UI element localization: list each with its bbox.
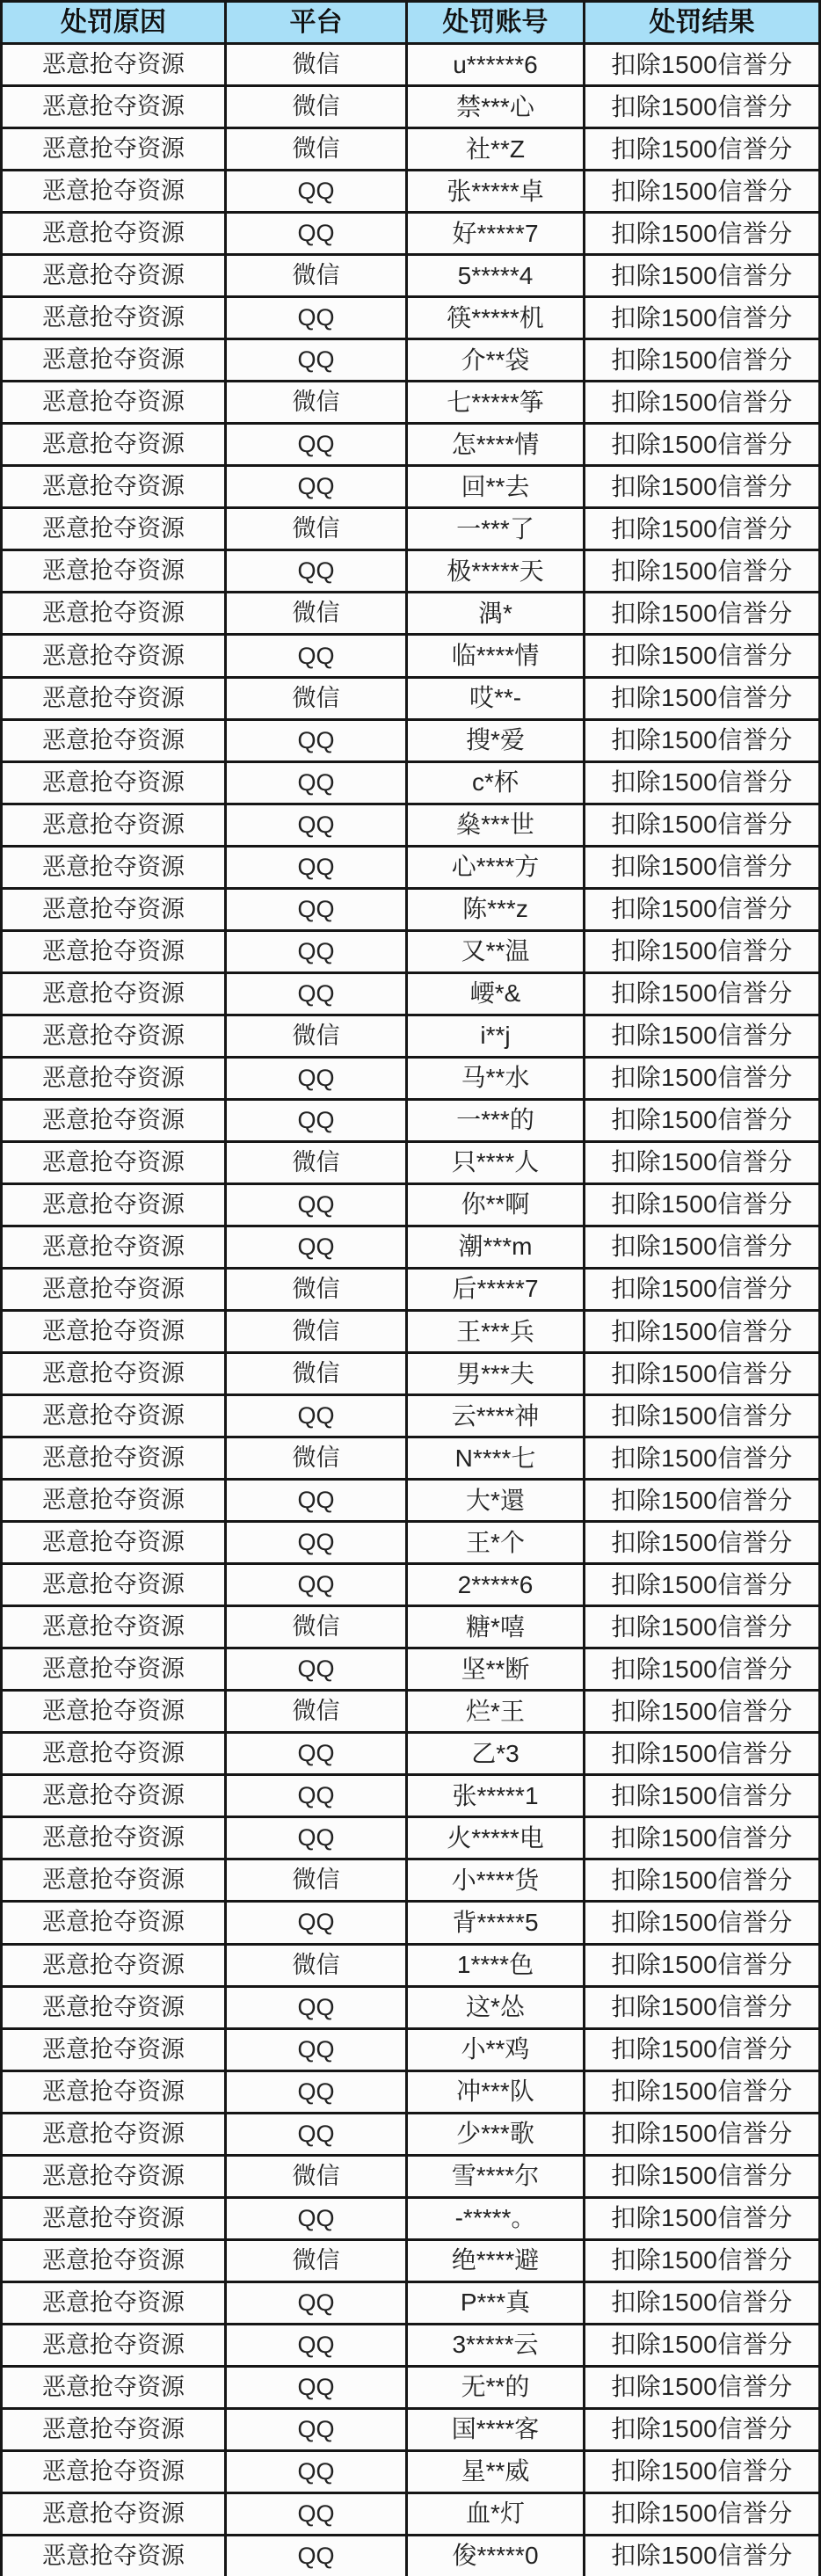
platform-cell: 微信	[227, 1312, 405, 1351]
reason-cell: 恶意抢夺资源	[3, 1354, 224, 1394]
reason-cell: 恶意抢夺资源	[3, 1059, 224, 1098]
result-cell: 扣除1500信誉分	[585, 425, 818, 464]
result-cell: 扣除1500信誉分	[585, 1860, 818, 1900]
platform-cell: 微信	[227, 1438, 405, 1478]
result-cell: 扣除1500信誉分	[585, 1946, 818, 1985]
platform-cell: 微信	[227, 509, 405, 549]
reason-cell: 恶意抢夺资源	[3, 1396, 224, 1436]
result-cell: 扣除1500信誉分	[585, 1776, 818, 1816]
account-cell: 男***夫	[408, 1354, 583, 1394]
result-cell: 扣除1500信誉分	[585, 171, 818, 211]
result-cell: 扣除1500信誉分	[585, 1523, 818, 1562]
platform-cell: QQ	[227, 1059, 405, 1098]
account-cell: 七*****筝	[408, 382, 583, 422]
account-cell: 血*灯	[408, 2494, 583, 2534]
platform-cell: 微信	[227, 382, 405, 422]
result-cell: 扣除1500信誉分	[585, 890, 818, 929]
account-cell: 只****人	[408, 1143, 583, 1182]
account-cell: 湡*	[408, 593, 583, 633]
account-cell: P***真	[408, 2283, 583, 2323]
result-cell: 扣除1500信誉分	[585, 2072, 818, 2112]
result-cell: 扣除1500信誉分	[585, 636, 818, 675]
result-cell: 扣除1500信誉分	[585, 1227, 818, 1267]
platform-cell: QQ	[227, 551, 405, 591]
platform-cell: QQ	[227, 467, 405, 506]
result-cell: 扣除1500信誉分	[585, 1059, 818, 1098]
result-cell: 扣除1500信誉分	[585, 1903, 818, 1942]
reason-cell: 恶意抢夺资源	[3, 593, 224, 633]
platform-cell: QQ	[227, 2199, 405, 2238]
platform-cell: 微信	[227, 1946, 405, 1985]
result-cell: 扣除1500信誉分	[585, 2452, 818, 2492]
reason-cell: 恶意抢夺资源	[3, 2241, 224, 2281]
platform-cell: 微信	[227, 1354, 405, 1394]
account-cell: 火*****电	[408, 1818, 583, 1858]
reason-cell: 恶意抢夺资源	[3, 721, 224, 760]
result-cell: 扣除1500信誉分	[585, 467, 818, 506]
result-cell: 扣除1500信誉分	[585, 1692, 818, 1731]
header-cell-account: 处罚账号	[408, 3, 583, 42]
reason-cell: 恶意抢夺资源	[3, 2494, 224, 2534]
result-cell: 扣除1500信誉分	[585, 2494, 818, 2534]
account-cell: 张*****卓	[408, 171, 583, 211]
platform-cell: 微信	[227, 1692, 405, 1731]
result-cell: 扣除1500信誉分	[585, 593, 818, 633]
reason-cell: 恶意抢夺资源	[3, 551, 224, 591]
result-cell: 扣除1500信誉分	[585, 551, 818, 591]
result-cell: 扣除1500信誉分	[585, 45, 818, 84]
account-cell: 极*****天	[408, 551, 583, 591]
platform-cell: QQ	[227, 1988, 405, 2027]
result-cell: 扣除1500信誉分	[585, 1101, 818, 1140]
account-cell: 怎****情	[408, 425, 583, 464]
account-cell: 又**温	[408, 932, 583, 971]
result-cell: 扣除1500信誉分	[585, 1438, 818, 1478]
platform-cell: 微信	[227, 1607, 405, 1647]
result-cell: 扣除1500信誉分	[585, 214, 818, 253]
reason-cell: 恶意抢夺资源	[3, 1523, 224, 1562]
platform-cell: QQ	[227, 932, 405, 971]
account-cell: 糖*嘻	[408, 1607, 583, 1647]
reason-cell: 恶意抢夺资源	[3, 2283, 224, 2323]
reason-cell: 恶意抢夺资源	[3, 2030, 224, 2070]
reason-cell: 恶意抢夺资源	[3, 763, 224, 803]
platform-cell: QQ	[227, 2368, 405, 2407]
account-cell: c*杯	[408, 763, 583, 803]
result-cell: 扣除1500信誉分	[585, 2114, 818, 2154]
platform-cell: 微信	[227, 129, 405, 169]
reason-cell: 恶意抢夺资源	[3, 890, 224, 929]
reason-cell: 恶意抢夺资源	[3, 2199, 224, 2238]
reason-cell: 恶意抢夺资源	[3, 425, 224, 464]
account-cell: 俊*****0	[408, 2536, 583, 2576]
result-cell: 扣除1500信誉分	[585, 1016, 818, 1056]
reason-cell: 恶意抢夺资源	[3, 1270, 224, 1309]
reason-cell: 恶意抢夺资源	[3, 1227, 224, 1267]
reason-cell: 恶意抢夺资源	[3, 467, 224, 506]
account-cell: 无**的	[408, 2368, 583, 2407]
account-cell: 一***的	[408, 1101, 583, 1140]
header-cell-reason: 处罚原因	[3, 3, 224, 42]
reason-cell: 恶意抢夺资源	[3, 2157, 224, 2196]
result-cell: 扣除1500信誉分	[585, 1481, 818, 1520]
platform-cell: QQ	[227, 425, 405, 464]
account-cell: 星**威	[408, 2452, 583, 2492]
account-cell: 国****客	[408, 2410, 583, 2449]
platform-cell: 微信	[227, 1143, 405, 1182]
account-cell: 小****货	[408, 1860, 583, 1900]
platform-cell: QQ	[227, 2410, 405, 2449]
reason-cell: 恶意抢夺资源	[3, 2410, 224, 2449]
platform-cell: QQ	[227, 2030, 405, 2070]
result-cell: 扣除1500信誉分	[585, 1649, 818, 1689]
reason-cell: 恶意抢夺资源	[3, 1946, 224, 1985]
reason-cell: 恶意抢夺资源	[3, 1143, 224, 1182]
reason-cell: 恶意抢夺资源	[3, 340, 224, 380]
reason-cell: 恶意抢夺资源	[3, 1481, 224, 1520]
reason-cell: 恶意抢夺资源	[3, 87, 224, 127]
reason-cell: 恶意抢夺资源	[3, 2325, 224, 2365]
platform-cell: QQ	[227, 1185, 405, 1225]
reason-cell: 恶意抢夺资源	[3, 932, 224, 971]
reason-cell: 恶意抢夺资源	[3, 1818, 224, 1858]
result-cell: 扣除1500信誉分	[585, 1143, 818, 1182]
platform-cell: QQ	[227, 340, 405, 380]
account-cell: 陈***z	[408, 890, 583, 929]
account-cell: 禁***心	[408, 87, 583, 127]
account-cell: 马**水	[408, 1059, 583, 1098]
platform-cell: QQ	[227, 1565, 405, 1605]
result-cell: 扣除1500信誉分	[585, 1396, 818, 1436]
reason-cell: 恶意抢夺资源	[3, 1860, 224, 1900]
account-cell: 大*還	[408, 1481, 583, 1520]
platform-cell: QQ	[227, 721, 405, 760]
platform-cell: 微信	[227, 1270, 405, 1309]
platform-cell: QQ	[227, 805, 405, 845]
account-cell: 王***兵	[408, 1312, 583, 1351]
platform-cell: 微信	[227, 1016, 405, 1056]
platform-cell: QQ	[227, 2072, 405, 2112]
result-cell: 扣除1500信誉分	[585, 1988, 818, 2027]
reason-cell: 恶意抢夺资源	[3, 1734, 224, 1773]
reason-cell: 恶意抢夺资源	[3, 974, 224, 1014]
platform-cell: QQ	[227, 890, 405, 929]
reason-cell: 恶意抢夺资源	[3, 805, 224, 845]
platform-cell: QQ	[227, 214, 405, 253]
reason-cell: 恶意抢夺资源	[3, 1438, 224, 1478]
result-cell: 扣除1500信誉分	[585, 2536, 818, 2576]
account-cell: 背*****5	[408, 1903, 583, 1942]
account-cell: 3*****云	[408, 2325, 583, 2365]
account-cell: 少***歌	[408, 2114, 583, 2154]
platform-cell: QQ	[227, 636, 405, 675]
result-cell: 扣除1500信誉分	[585, 2199, 818, 2238]
platform-cell: QQ	[227, 1903, 405, 1942]
account-cell: N****七	[408, 1438, 583, 1478]
result-cell: 扣除1500信誉分	[585, 1607, 818, 1647]
reason-cell: 恶意抢夺资源	[3, 171, 224, 211]
result-cell: 扣除1500信誉分	[585, 2030, 818, 2070]
reason-cell: 恶意抢夺资源	[3, 509, 224, 549]
account-cell: 哎**-	[408, 679, 583, 718]
result-cell: 扣除1500信誉分	[585, 129, 818, 169]
result-cell: 扣除1500信誉分	[585, 1565, 818, 1605]
reason-cell: 恶意抢夺资源	[3, 1903, 224, 1942]
reason-cell: 恶意抢夺资源	[3, 1607, 224, 1647]
platform-cell: 微信	[227, 679, 405, 718]
result-cell: 扣除1500信誉分	[585, 679, 818, 718]
reason-cell: 恶意抢夺资源	[3, 679, 224, 718]
platform-cell: QQ	[227, 2283, 405, 2323]
reason-cell: 恶意抢夺资源	[3, 848, 224, 887]
platform-cell: QQ	[227, 763, 405, 803]
account-cell: 一***了	[408, 509, 583, 549]
account-cell: 筷*****机	[408, 298, 583, 338]
account-cell: 烂*王	[408, 1692, 583, 1731]
result-cell: 扣除1500信誉分	[585, 256, 818, 295]
platform-cell: QQ	[227, 1776, 405, 1816]
platform-cell: QQ	[227, 1649, 405, 1689]
platform-cell: QQ	[227, 848, 405, 887]
result-cell: 扣除1500信誉分	[585, 1354, 818, 1394]
reason-cell: 恶意抢夺资源	[3, 129, 224, 169]
platform-cell: QQ	[227, 1818, 405, 1858]
account-cell: 好*****7	[408, 214, 583, 253]
account-cell: 潮***m	[408, 1227, 583, 1267]
platform-cell: QQ	[227, 1523, 405, 1562]
reason-cell: 恶意抢夺资源	[3, 2368, 224, 2407]
account-cell: 你**啊	[408, 1185, 583, 1225]
result-cell: 扣除1500信誉分	[585, 1185, 818, 1225]
result-cell: 扣除1500信誉分	[585, 763, 818, 803]
result-cell: 扣除1500信誉分	[585, 298, 818, 338]
result-cell: 扣除1500信誉分	[585, 721, 818, 760]
account-cell: 临****情	[408, 636, 583, 675]
account-cell: -*****。	[408, 2199, 583, 2238]
result-cell: 扣除1500信誉分	[585, 2410, 818, 2449]
account-cell: 崾*&	[408, 974, 583, 1014]
reason-cell: 恶意抢夺资源	[3, 298, 224, 338]
platform-cell: 微信	[227, 2241, 405, 2281]
platform-cell: QQ	[227, 974, 405, 1014]
platform-cell: QQ	[227, 2494, 405, 2534]
result-cell: 扣除1500信誉分	[585, 382, 818, 422]
platform-cell: 微信	[227, 256, 405, 295]
result-cell: 扣除1500信誉分	[585, 1734, 818, 1773]
result-cell: 扣除1500信誉分	[585, 805, 818, 845]
account-cell: 社**Z	[408, 129, 583, 169]
header-cell-result: 处罚结果	[585, 3, 818, 42]
platform-cell: QQ	[227, 1227, 405, 1267]
account-cell: 小**鸡	[408, 2030, 583, 2070]
result-cell: 扣除1500信誉分	[585, 1270, 818, 1309]
platform-cell: QQ	[227, 2325, 405, 2365]
result-cell: 扣除1500信誉分	[585, 1818, 818, 1858]
result-cell: 扣除1500信誉分	[585, 87, 818, 127]
reason-cell: 恶意抢夺资源	[3, 382, 224, 422]
account-cell: 坚**断	[408, 1649, 583, 1689]
reason-cell: 恶意抢夺资源	[3, 214, 224, 253]
reason-cell: 恶意抢夺资源	[3, 2072, 224, 2112]
account-cell: 心****方	[408, 848, 583, 887]
reason-cell: 恶意抢夺资源	[3, 1988, 224, 2027]
reason-cell: 恶意抢夺资源	[3, 2536, 224, 2576]
reason-cell: 恶意抢夺资源	[3, 636, 224, 675]
account-cell: 搜*爱	[408, 721, 583, 760]
account-cell: 5*****4	[408, 256, 583, 295]
reason-cell: 恶意抢夺资源	[3, 1101, 224, 1140]
platform-cell: QQ	[227, 1734, 405, 1773]
account-cell: 王*个	[408, 1523, 583, 1562]
account-cell: 张*****1	[408, 1776, 583, 1816]
account-cell: 冲***队	[408, 2072, 583, 2112]
platform-cell: QQ	[227, 1396, 405, 1436]
platform-cell: QQ	[227, 2536, 405, 2576]
header-cell-platform: 平台	[227, 3, 405, 42]
reason-cell: 恶意抢夺资源	[3, 2452, 224, 2492]
account-cell: 绝****避	[408, 2241, 583, 2281]
platform-cell: 微信	[227, 593, 405, 633]
account-cell: 这*怂	[408, 1988, 583, 2027]
account-cell: u******6	[408, 45, 583, 84]
platform-cell: 微信	[227, 1860, 405, 1900]
result-cell: 扣除1500信誉分	[585, 974, 818, 1014]
platform-cell: QQ	[227, 2452, 405, 2492]
reason-cell: 恶意抢夺资源	[3, 45, 224, 84]
account-cell: i**j	[408, 1016, 583, 1056]
result-cell: 扣除1500信誉分	[585, 2241, 818, 2281]
reason-cell: 恶意抢夺资源	[3, 256, 224, 295]
result-cell: 扣除1500信誉分	[585, 509, 818, 549]
reason-cell: 恶意抢夺资源	[3, 1185, 224, 1225]
reason-cell: 恶意抢夺资源	[3, 1016, 224, 1056]
reason-cell: 恶意抢夺资源	[3, 2114, 224, 2154]
account-cell: 2*****6	[408, 1565, 583, 1605]
reason-cell: 恶意抢夺资源	[3, 1692, 224, 1731]
account-cell: 云****神	[408, 1396, 583, 1436]
result-cell: 扣除1500信誉分	[585, 2157, 818, 2196]
account-cell: 后*****7	[408, 1270, 583, 1309]
reason-cell: 恶意抢夺资源	[3, 1312, 224, 1351]
platform-cell: 微信	[227, 87, 405, 127]
account-cell: 回**去	[408, 467, 583, 506]
account-cell: 1****色	[408, 1946, 583, 1985]
account-cell: 雪****尔	[408, 2157, 583, 2196]
account-cell: 燊***世	[408, 805, 583, 845]
account-cell: 乙*3	[408, 1734, 583, 1773]
platform-cell: 微信	[227, 45, 405, 84]
reason-cell: 恶意抢夺资源	[3, 1776, 224, 1816]
reason-cell: 恶意抢夺资源	[3, 1649, 224, 1689]
platform-cell: QQ	[227, 1481, 405, 1520]
platform-cell: QQ	[227, 2114, 405, 2154]
account-cell: 介**袋	[408, 340, 583, 380]
result-cell: 扣除1500信誉分	[585, 848, 818, 887]
result-cell: 扣除1500信誉分	[585, 340, 818, 380]
platform-cell: 微信	[227, 2157, 405, 2196]
result-cell: 扣除1500信誉分	[585, 2325, 818, 2365]
platform-cell: QQ	[227, 298, 405, 338]
result-cell: 扣除1500信誉分	[585, 1312, 818, 1351]
platform-cell: QQ	[227, 171, 405, 211]
platform-cell: QQ	[227, 1101, 405, 1140]
result-cell: 扣除1500信誉分	[585, 2368, 818, 2407]
reason-cell: 恶意抢夺资源	[3, 1565, 224, 1605]
result-cell: 扣除1500信誉分	[585, 932, 818, 971]
result-cell: 扣除1500信誉分	[585, 2283, 818, 2323]
